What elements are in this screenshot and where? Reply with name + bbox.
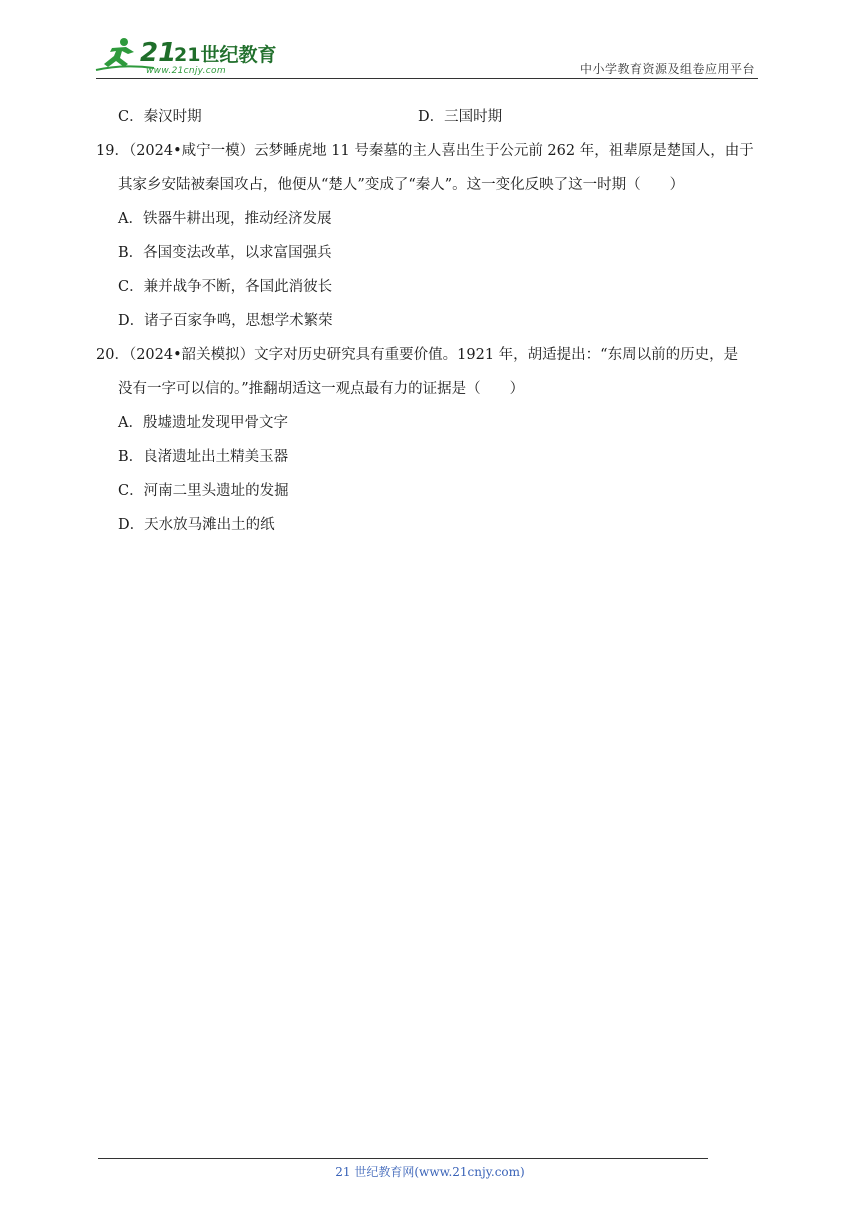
question-20-stem-line1	[96, 338, 764, 372]
logo-brand-text: 21世纪教育	[174, 44, 277, 66]
site-logo[interactable]	[94, 34, 277, 78]
question-19-stem-line1	[96, 134, 764, 168]
question-number: 20．	[96, 347, 129, 363]
question-20-option-a[interactable]: A．殷墟遗址发现甲骨文字	[118, 415, 288, 431]
page-header	[0, 0, 860, 80]
question-19-stem-line2: 其家乡安陆被秦国攻占，他便从“楚人”变成了“秦人”。这一变化反映了这一时期（ ）	[118, 177, 685, 193]
question-text: （2024•咸宁一模）云梦睡虎地 11 号秦墓的主人喜出生于公元前 262 年，祖辈原是楚国人，由于	[128, 143, 754, 159]
question-19-option-d[interactable]: D．诸子百家争鸣，思想学术繁荣	[118, 313, 333, 329]
question-20-option-c[interactable]: C．河南二里头遗址的发掘	[118, 483, 289, 499]
option-d[interactable]: D．三国时期	[418, 109, 503, 125]
logo-url-label: www.21cnjy.com	[146, 66, 226, 76]
question-19-option-a[interactable]: A．铁器牛耕出现，推动经济发展	[118, 211, 332, 227]
footer-divider	[98, 1158, 708, 1159]
header-divider	[96, 78, 758, 79]
question-19-option-c[interactable]: C．兼并战争不断，各国此消彼长	[118, 279, 333, 295]
question-number: 19．	[96, 143, 129, 159]
question-content	[96, 100, 764, 542]
platform-title: 中小学教育资源及组卷应用平台	[579, 62, 755, 76]
footer-link[interactable]: 21 世纪教育网(www.21cnjy.com)	[335, 1165, 525, 1179]
question-20-stem-line2: 没有一字可以信的。”推翻胡适这一观点最有力的证据是（ ）	[118, 381, 525, 397]
question-text: （2024•韶关模拟）文字对历史研究具有重要价值。1921 年，胡适提出：“东周以前的历史，是	[128, 347, 739, 363]
svg-text:21: 21	[140, 38, 177, 68]
question-20-option-b[interactable]: B．良渚遗址出土精美玉器	[118, 449, 289, 465]
previous-question-options	[96, 100, 764, 134]
question-20-option-d[interactable]: D．天水放马滩出土的纸	[118, 517, 275, 533]
question-19-option-b[interactable]: B．各国变法改革，以求富国强兵	[118, 245, 332, 261]
option-c[interactable]: C．秦汉时期	[118, 109, 202, 125]
